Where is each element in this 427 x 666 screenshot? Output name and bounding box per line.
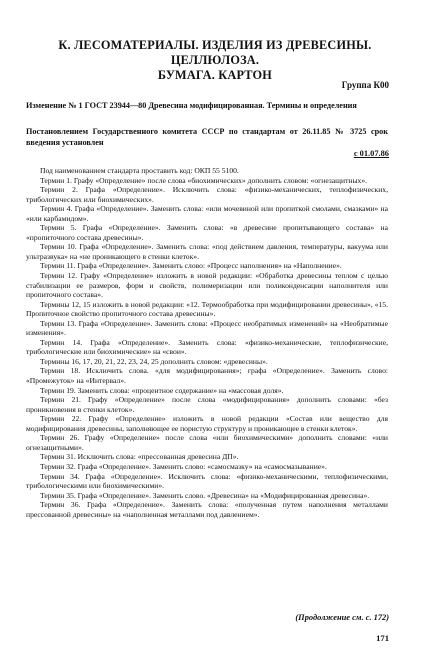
paragraph: Термин 21. Графу «Определение» после слова «модифицирования» дополнить словами: «без проникновения в стенки клеток». <box>26 395 388 414</box>
paragraph: Термин 1. Графу «Определение» после слова «биохимических» дополнить словом: «огнезащитных». <box>40 175 368 185</box>
continuation-note: (Продолжение см. с. 172) <box>295 613 389 622</box>
group-code: Группа К00 <box>341 80 389 90</box>
effective-date: с 01.07.86 <box>353 149 389 158</box>
paragraph: Термин 32. Графа «Определение». Заменить слово: «самосмазку» на «самосмазывание». <box>40 461 327 471</box>
page-number: 171 <box>376 633 389 643</box>
section-heading-line-2: БУМАГА. КАРТОН <box>157 68 273 82</box>
paragraph: Термин 34. Графа «Определение». Исключить слова: «физико-механическими, теплофизическими, трибологическими или биохимическими». <box>26 471 388 491</box>
amendment-title: Изменение № 1 ГОСТ 23944—80 Древесина модифицированная. Термины и определения <box>26 101 357 110</box>
paragraph: Термин 35. Графа «Определение». Заменить слово. «Древесина» на «Модифицированная древесина». <box>40 490 370 500</box>
paragraph: Термин 2. Графа «Определение». Исключить слова: «физико-механических, теплофизических, трибологических или биохимических». <box>26 185 388 204</box>
paragraph: Термины 12, 15 изложить в новой редакции: «12. Термообработка при модифицировании древесины», «15. Пропиточное свойство пропиточного состава древесины». <box>26 299 388 319</box>
amendment-body <box>26 166 388 519</box>
paragraph: Термин 12. Графу «Определение» изложить в новой редакции: «Обработка древесины теплом с целью стабилизации ее размеров, форм и свойств, полимеризации или поликонденсации наполнителя или пропиточного состава». <box>26 271 388 300</box>
paragraph: Термин 10. Графа «Определение». Заменить слова: «под действием давления, температуры, вакуума или ультразвука» на «не проникающего в стенки клеток». <box>26 242 388 261</box>
paragraph: Термин 19. Заменить слова: «процентное содержание» на «массовая доля». <box>40 385 284 395</box>
paragraph: Термин 11. Графа «Определение». Заменить слово: «Процесс наполнения» на «Наполнение». <box>40 261 342 271</box>
paragraph: Термин 31. Исключить слова: «прессованная древесина ДП». <box>40 452 239 462</box>
paragraph: Термин 26. Графу «Определение» после слова «или биохимическими» дополнить словами: «или огнезащитными». <box>26 433 388 452</box>
paragraph: Термин 18. Исключить слова. «для модифицирования»; графа «Определение». Заменить слово: «Промежуток» на «Интервал». <box>26 366 388 386</box>
paragraph: Термин 36. Графа «Определение». Заменить слова: «полученная путем наполнения металлами прессованной древесины» на «наполненная металлами под давлением». <box>26 500 388 519</box>
paragraph: Термин 14. Графа «Определение». Заменить слова: «физико-механические, теплофизические, трибологические или биохимические» на «свои». <box>26 337 388 357</box>
section-heading-line-1: К. ЛЕСОМАТЕРИАЛЫ. ИЗДЕЛИЯ ИЗ ДРЕВЕСИНЫ. ЦЕЛЛЮЛОЗА. <box>58 38 372 67</box>
paragraph: Под наименованием стандарта проставить код: ОКП 55 5100. <box>40 166 239 175</box>
section-heading <box>30 38 400 83</box>
paragraph: Термин 22. Графу «Определение» изложить в новой редакции «Состав или вещество для модифицирования древесины, заполняющее ее пористую структуру и проникающее в стенки клеток». <box>26 414 388 433</box>
paragraph: Термины 16, 17, 20, 21, 22, 23, 24, 25 дополнить словом: «древесины». <box>40 356 268 366</box>
paragraph: Термин 13. Графа «Определение». Заменить слова: «Процесс необратимых изменений» на «Необратимые изменения». <box>26 318 388 338</box>
paragraph: Термин 4. Графа «Определение». Заменить слова: «или мочевиной или пропиткой смолами, смазками» на «или карбамидом». <box>26 204 388 223</box>
decree-text: Постановлением Государственного комитета СССР по стандартам от 26.11.85 № 3725 срок введения установлен <box>26 127 388 147</box>
paragraph: Термин 5. Графа «Определение». Заменить слова: «в древесине пропитывающего состава» на «пропиточного состава древесины». <box>26 223 388 242</box>
